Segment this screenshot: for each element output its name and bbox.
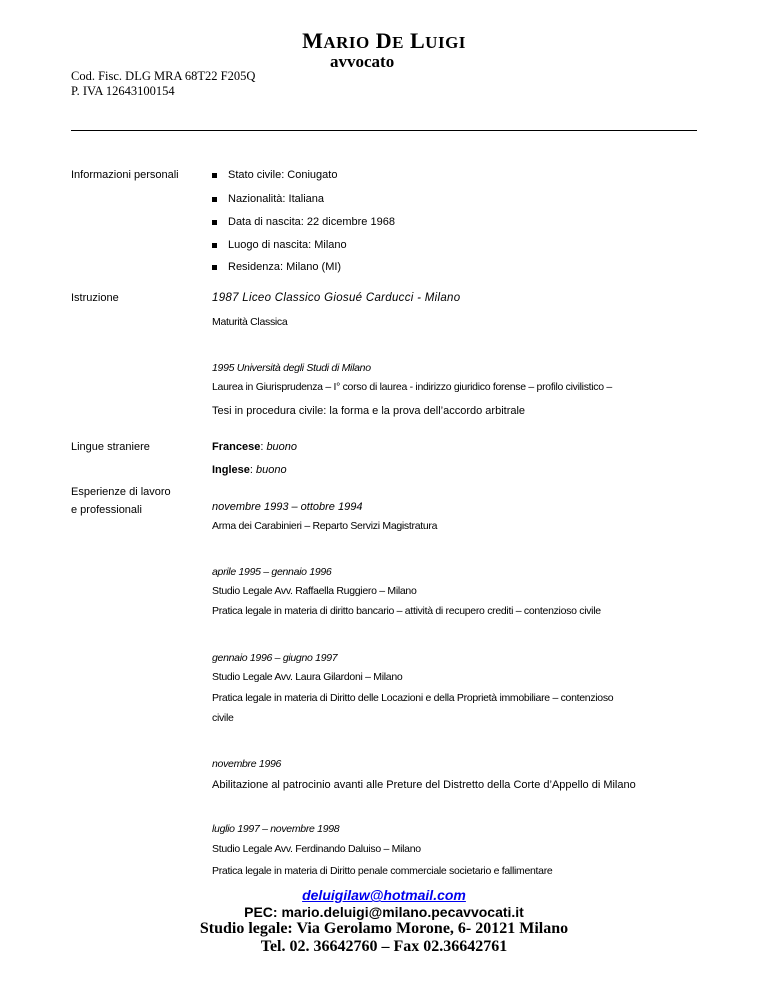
phone-fax: Tel. 02. 36642760 – Fax 02.36642761 [260,938,508,955]
experience-date: luglio 1997 – novembre 1998 [212,823,340,835]
experience-detail: Arma dei Carabinieri – Reparto Servizi Magistratura [212,520,438,532]
education-detail: Maturità Classica [212,316,288,328]
experience-detail: Pratica legale in materia di diritto bancario – attività di recupero crediti – contenzioso civile [212,605,601,617]
education-detail: Laurea in Giurisprudenza – I° corso di laurea - indirizzo giuridico forense – profilo civilistico – [212,381,612,393]
cv-name: MARIO DE LUIGI [302,28,466,53]
education-title: 1987 Liceo Classico Giosué Carducci - Milano [212,292,461,304]
section-label-experience: e professionali [71,504,142,516]
experience-detail: Pratica legale in materia di Diritto penale commerciale societario e fallimentare [212,865,553,877]
experience-detail: civile [212,712,234,724]
experience-detail: Studio Legale Avv. Laura Gilardoni – Milano [212,671,403,683]
experience-detail: Studio Legale Avv. Raffaella Ruggiero – Milano [212,585,417,597]
experience-date: novembre 1993 – ottobre 1994 [212,501,363,513]
experience-detail: Pratica legale in materia di Diritto delle Locazioni e della Proprietà immobiliare – contenzioso [212,692,614,704]
codice-fiscale: Cod. Fisc. DLG MRA 68T22 F205Q [71,69,256,83]
education-detail: Tesi in procedura civile: la forma e la prova dell’accordo arbitrale [212,405,526,417]
section-label-education: Istruzione [71,292,119,304]
bullet-icon [212,173,217,178]
experience-date: aprile 1995 – gennaio 1996 [212,566,332,578]
section-label-experience: Esperienze di lavoro [71,486,171,498]
experience-date: gennaio 1996 – giugno 1997 [212,652,338,664]
bullet-icon [212,197,217,202]
header-divider [71,130,697,131]
cv-subtitle: avvocato [330,52,395,71]
office-address: Studio legale: Via Gerolamo Morone, 6- 20121 Milano [199,920,569,937]
section-label-languages: Lingue straniere [71,441,150,453]
education-title: 1995 Università degli Studi di Milano [212,362,371,374]
language-item: Inglese: buono [212,464,287,476]
experience-detail: Studio Legale Avv. Ferdinando Daluiso – Milano [212,843,421,855]
pec-address: PEC: mario.deluigi@milano.pecavvocati.it [244,904,524,920]
experience-date: novembre 1996 [212,758,282,770]
email-link[interactable]: deluigilaw@hotmail.com [302,887,466,903]
language-item: Francese: buono [212,441,298,453]
bullet-icon [212,265,217,270]
bullet-icon [212,220,217,225]
section-label-personal: Informazioni personali [71,169,179,181]
bullet-icon [212,243,217,248]
experience-detail: Abilitazione al patrocinio avanti alle Preture del Distretto della Corte d’Appello di Milano [212,779,636,791]
partita-iva: P. IVA 12643100154 [71,84,175,98]
